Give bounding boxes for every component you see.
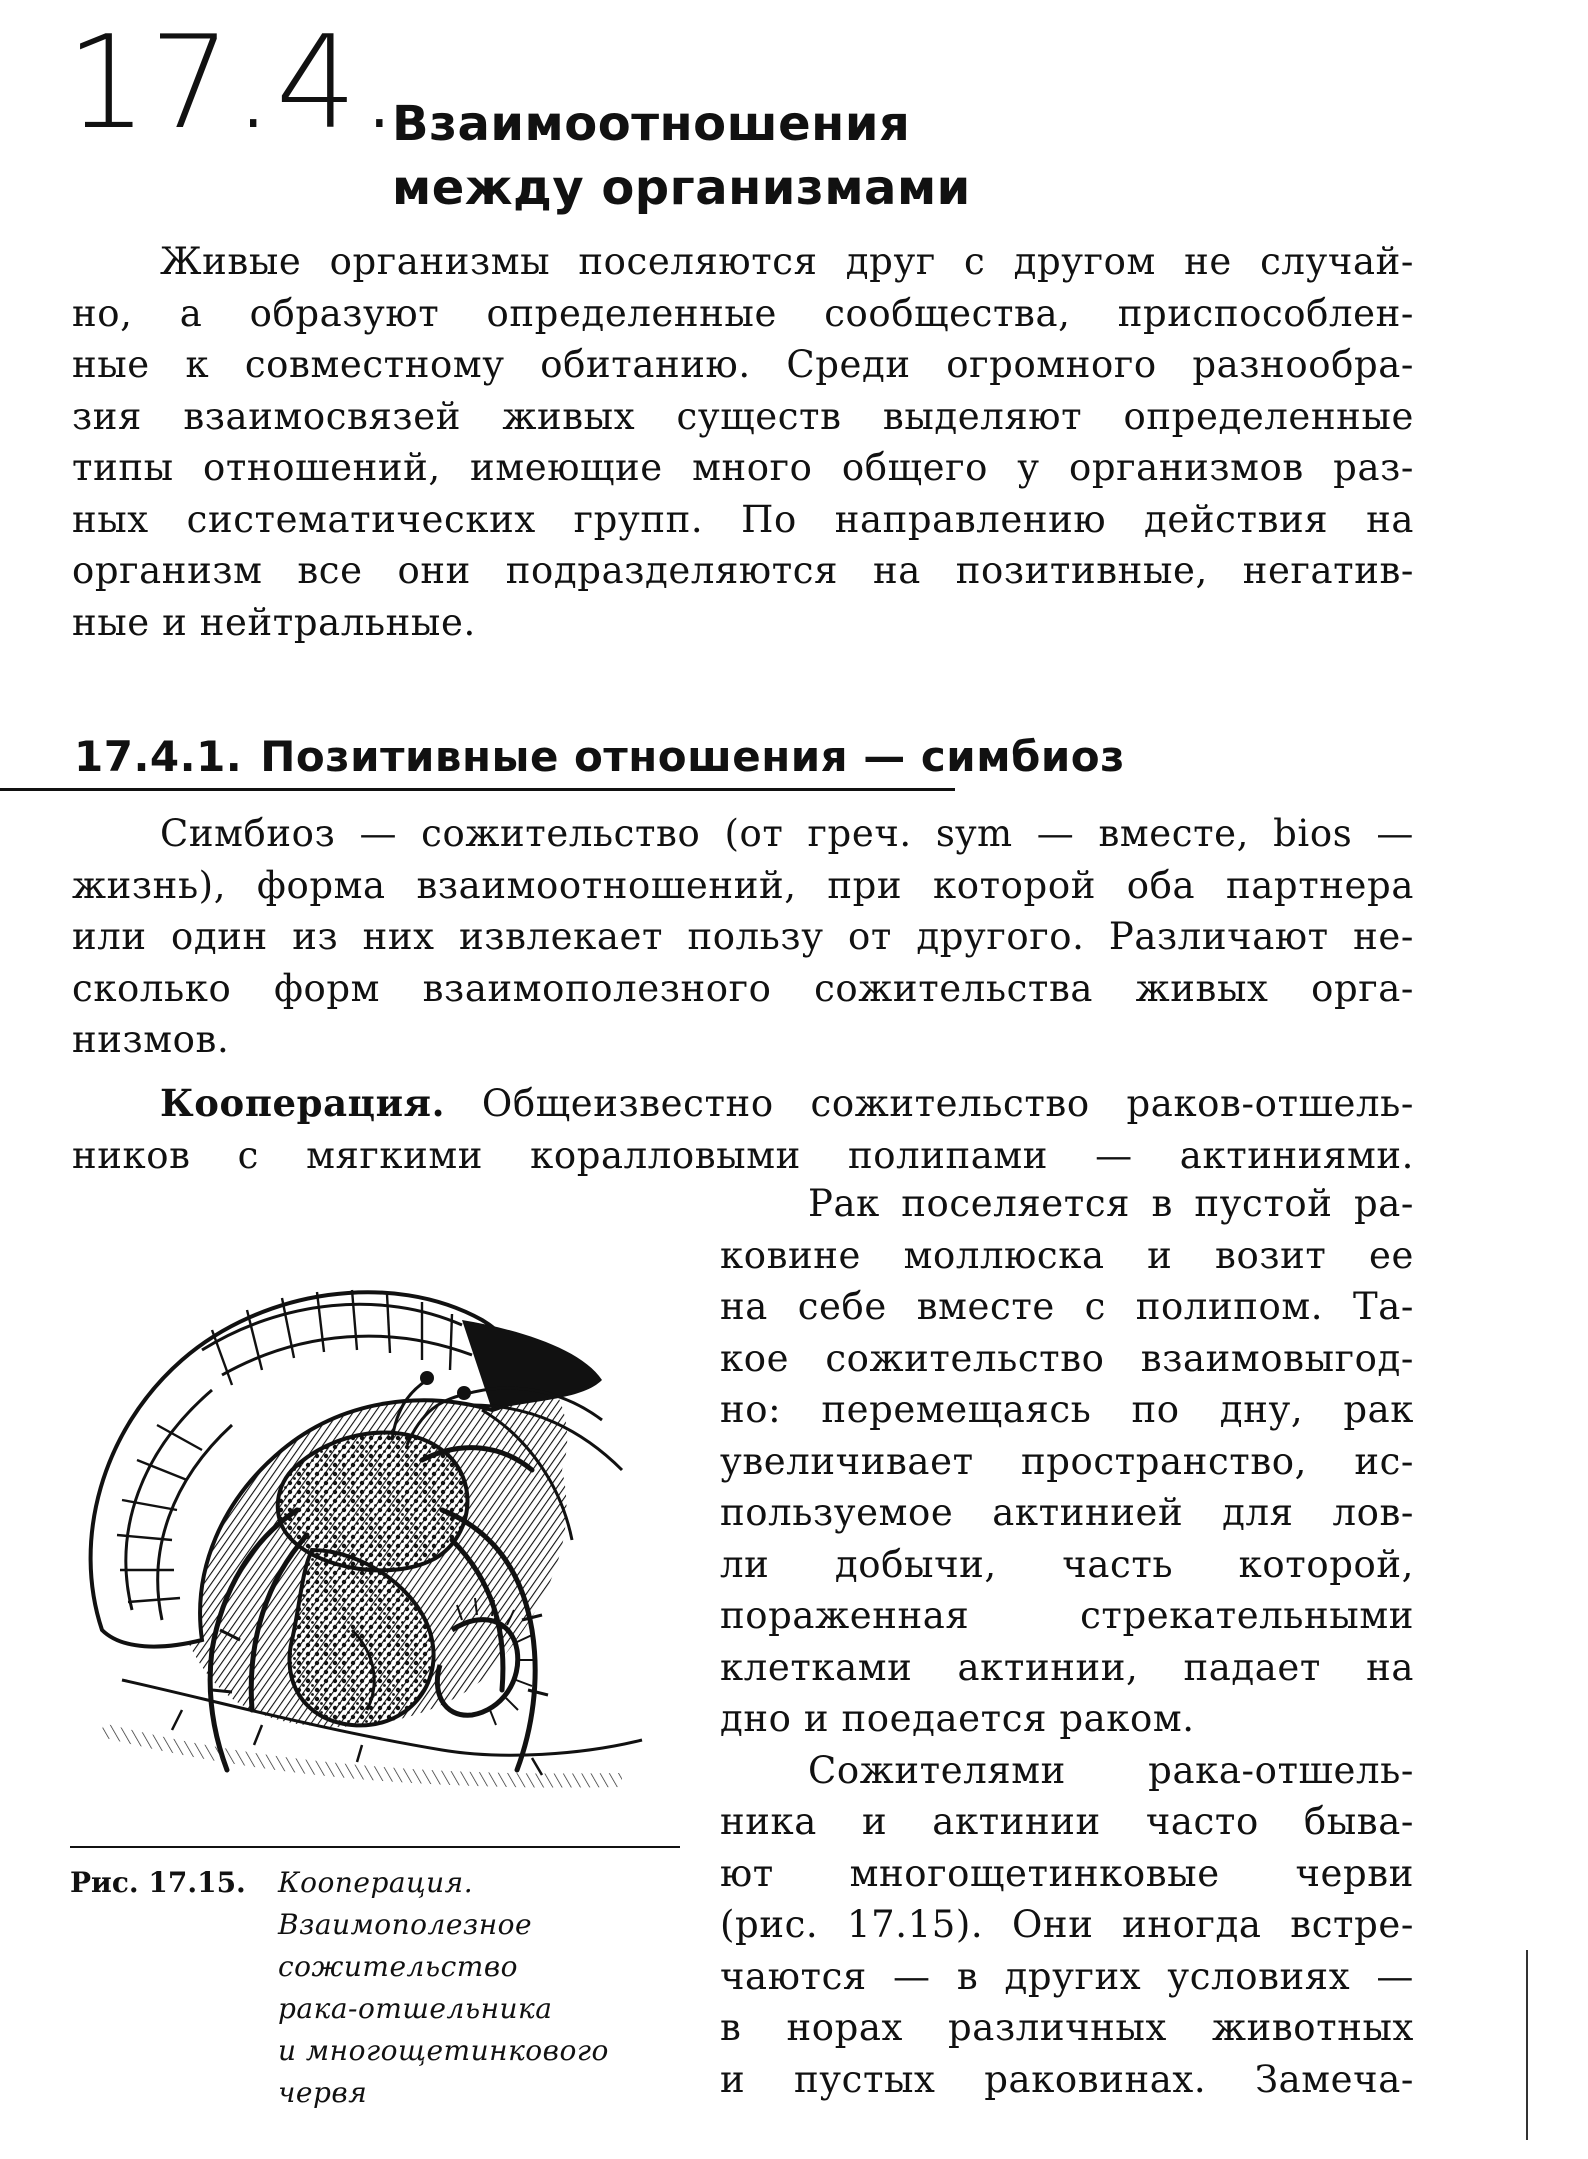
symbiosis-paragraph (72, 808, 1414, 1066)
hermit-crab-illustration (62, 1210, 682, 1810)
subsection-title: Позитивные отношения — симбиоз (260, 732, 1126, 781)
text-line: ников с мягкими коралловыми полипами — актиниями. (72, 1133, 1414, 1177)
cooperation-term: Кооперация. (160, 1081, 446, 1125)
text-line: ные к совместному обитанию. Среди огромного разнообра- (72, 343, 1414, 386)
text-line: в норах различных животных (720, 2006, 1414, 2049)
figure-caption-text (278, 1862, 609, 2114)
text-line: ют многощетинковые черви (720, 1851, 1414, 1895)
text-line: кое сожительство взаимовыгод- (720, 1336, 1414, 1380)
text-line: чаются — в других условиях — (720, 1954, 1414, 1998)
subsection-heading (74, 732, 1125, 781)
caption-line: сожительство (278, 1950, 518, 1983)
text-line: но, а образуют определенные сообщества, приспособлен- (72, 291, 1414, 335)
text-line: ных систематических групп. По направлению действия на (72, 497, 1414, 541)
text-line: и пустых раковинах. Замеча- (720, 2057, 1414, 2101)
section-number: 17.4. (66, 9, 402, 158)
right-column-text (720, 1178, 1414, 2105)
text-line: Живые организмы поселяются друг с другом не случай- (160, 240, 1414, 283)
text-line: увеличивает пространство, ис- (720, 1439, 1414, 1483)
caption-rule (70, 1846, 680, 1848)
section-title-line: Взаимоотношения (392, 96, 911, 152)
text-line: пораженная стрекательными (720, 1594, 1414, 1637)
text-line: Рак поселяется в пустой ра- (808, 1182, 1414, 1225)
text-line: жизнь), форма взаимоотношений, при которой оба партнера (72, 863, 1414, 907)
page-edge-mark (1526, 1950, 1528, 2140)
text-line: или один из них извлекает пользу от другого. Различают не- (72, 915, 1414, 958)
section-title (392, 92, 971, 220)
text-line: на себе вместе с полипом. Та- (720, 1285, 1414, 1328)
text-line: ные и нейтральные. (72, 600, 476, 644)
intro-paragraph (72, 236, 1414, 648)
figure-label: Рис. 17.15. (70, 1866, 246, 1899)
text-line: зия взаимосвязей живых существ выделяют определенные (72, 394, 1414, 438)
text-line (72, 1078, 1414, 1130)
cooperation-paragraph (72, 1078, 1414, 1181)
text-line: но: перемещаясь по дну, рак (720, 1388, 1414, 1431)
text-line: сколько форм взаимополезного сожительства живых орга- (72, 966, 1414, 1010)
caption-line: и многощетинкового (278, 2034, 609, 2067)
text-line: Сожителями рака-отшель- (808, 1748, 1414, 1792)
text-line: Симбиоз — сожительство (от греч. sym — вместе, bios — (160, 812, 1414, 855)
text-line: клетками актинии, падает на (720, 1645, 1414, 1689)
section-title-line: между организмами (392, 160, 971, 216)
cooperation-line-rest: Общеизвестно сожительство раков-отшель- (481, 1082, 1414, 1125)
caption-line: Взаимополезное (278, 1908, 533, 1941)
text-line: (рис. 17.15). Они иногда встре- (720, 1903, 1414, 1946)
text-line: ли добычи, часть которой, (720, 1542, 1414, 1586)
text-line: ковине моллюска и возит ее (720, 1233, 1414, 1277)
text-line: организм все они подразделяются на позитивные, негатив- (72, 549, 1414, 592)
text-line: ника и актинии часто быва- (720, 1800, 1414, 1843)
caption-line: червя (278, 2076, 368, 2109)
caption-line: Кооперация. (278, 1866, 474, 1899)
text-line: типы отношений, имеющие много общего у организмов раз- (72, 446, 1414, 489)
subsection-number: 17.4.1. (74, 732, 243, 781)
text-line: низмов. (72, 1018, 230, 1061)
caption-line: рака-отшельника (278, 1992, 553, 2025)
subsection-rule (0, 788, 955, 791)
text-line: пользуемое актинией для лов- (720, 1491, 1414, 1534)
text-line: дно и поедается раком. (720, 1697, 1195, 1740)
